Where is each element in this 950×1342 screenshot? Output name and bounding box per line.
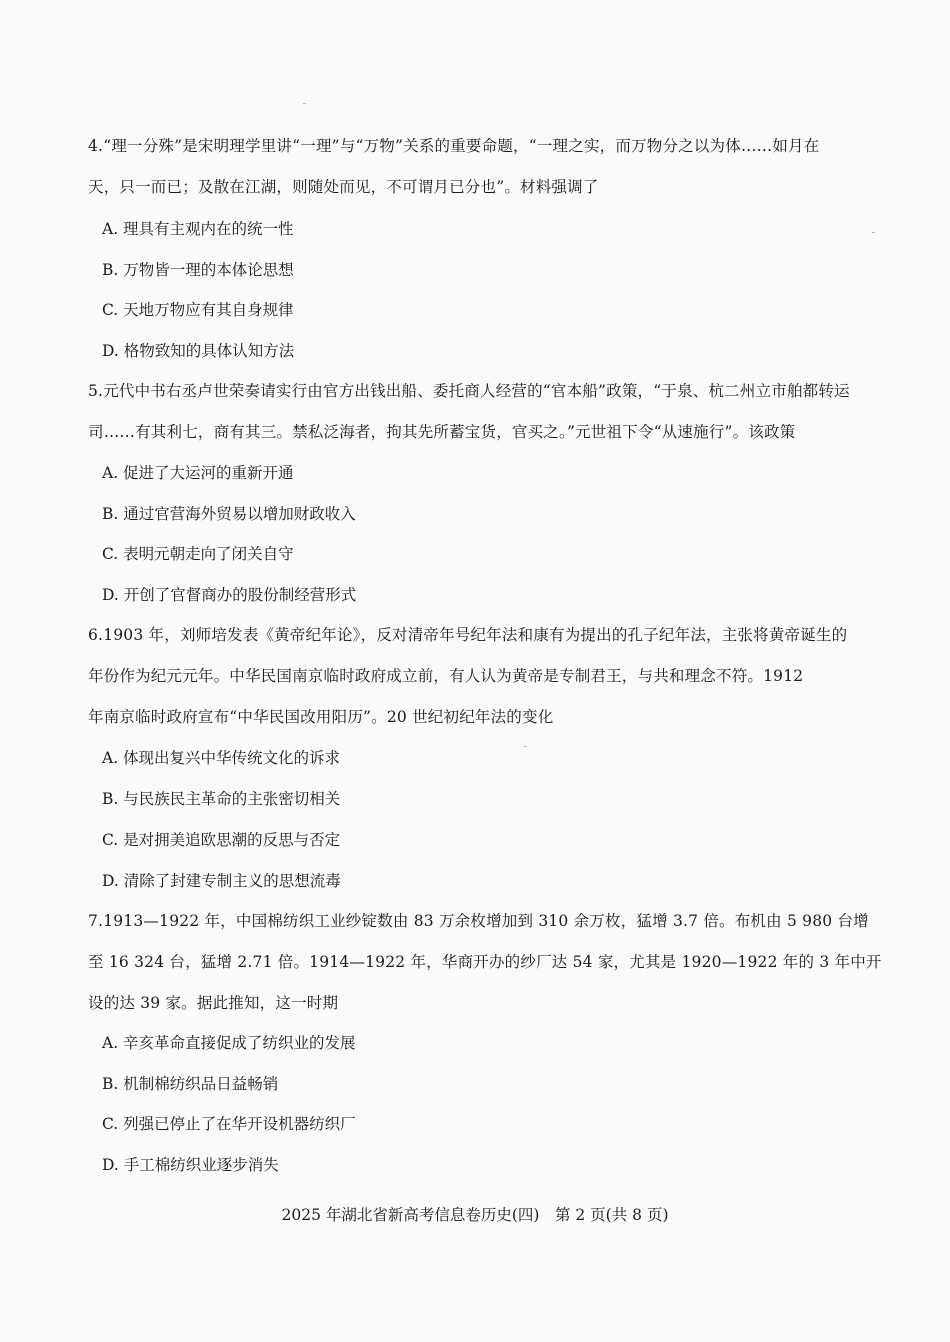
scan-speck bbox=[524, 746, 527, 747]
option-a: A. 辛亥革命直接促成了纺织业的发展 bbox=[102, 1034, 356, 1052]
question-stem-line: 年南京临时政府宣布“中华民国改用阳历”。20 世纪初纪年法的变化 bbox=[88, 708, 554, 726]
scan-speck bbox=[303, 103, 306, 104]
option-a: A. 体现出复兴中华传统文化的诉求 bbox=[102, 749, 341, 767]
question-stem-line: 设的达 39 家。据此推知，这一时期 bbox=[88, 994, 339, 1012]
question-stem-line: 天，只一而已；及散在江湖，则随处而见，不可谓月已分也”。材料强调了 bbox=[88, 178, 599, 196]
option-a: A. 理具有主观内在的统一性 bbox=[102, 220, 294, 238]
scan-speck bbox=[872, 232, 875, 233]
option-c: C. 表明元朝走向了闭关自守 bbox=[102, 545, 294, 563]
option-c: C. 天地万物应有其自身规律 bbox=[102, 301, 294, 319]
option-d: D. 手工棉纺织业逐步消失 bbox=[102, 1156, 279, 1174]
question-stem-line: 4.“理一分殊”是宋明理学里讲“一理”与“万物”关系的重要命题，“一理之实，而万物分之以为体……如月在 bbox=[88, 137, 820, 155]
option-d: D. 清除了封建专制主义的思想流毒 bbox=[102, 872, 341, 890]
question-stem-line: 5.元代中书右丞卢世荣奏请实行由官方出钱出船、委托商人经营的“官本船”政策，“于泉、杭二州立市舶都转运 bbox=[88, 382, 850, 400]
option-b: B. 万物皆一理的本体论思想 bbox=[102, 261, 294, 279]
question-stem-line: 6.1903 年，刘师培发表《黄帝纪年论》，反对清帝年号纪年法和康有为提出的孔子纪年法，主张将黄帝诞生的 bbox=[88, 626, 848, 644]
question-stem-line: 年份作为纪元元年。中华民国南京临时政府成立前，有人认为黄帝是专制君王，与共和理念不符。1912 bbox=[88, 667, 804, 685]
option-d: D. 格物致知的具体认知方法 bbox=[102, 342, 295, 360]
option-b: B. 与民族民主革命的主张密切相关 bbox=[102, 790, 341, 808]
page-footer: 2025 年湖北省新高考信息卷历史(四) 第 2 页(共 8 页) bbox=[281, 1206, 669, 1224]
option-c: C. 列强已停止了在华开设机器纺织厂 bbox=[102, 1115, 356, 1133]
question-stem-line: 7.1913—1922 年，中国棉纺织工业纱锭数由 83 万余枚增加到 310 余万枚，猛增 3.7 倍。布机由 5 980 台增 bbox=[88, 912, 869, 930]
option-c: C. 是对拥美追欧思潮的反思与否定 bbox=[102, 831, 341, 849]
question-stem-line: 司……有其利七，商有其三。禁私泛海者，拘其先所蓄宝货，官买之。”元世祖下令“从速施行”。该政策 bbox=[88, 423, 796, 441]
option-a: A. 促进了大运河的重新开通 bbox=[102, 464, 294, 482]
option-b: B. 通过官营海外贸易以增加财政收入 bbox=[102, 505, 356, 523]
option-b: B. 机制棉纺织品日益畅销 bbox=[102, 1075, 279, 1093]
option-d: D. 开创了官督商办的股份制经营形式 bbox=[102, 586, 357, 604]
question-stem-line: 至 16 324 台，猛增 2.71 倍。1914—1922 年，华商开办的纱厂达 54 家，尤其是 1920—1922 年的 3 年中开 bbox=[88, 953, 882, 971]
